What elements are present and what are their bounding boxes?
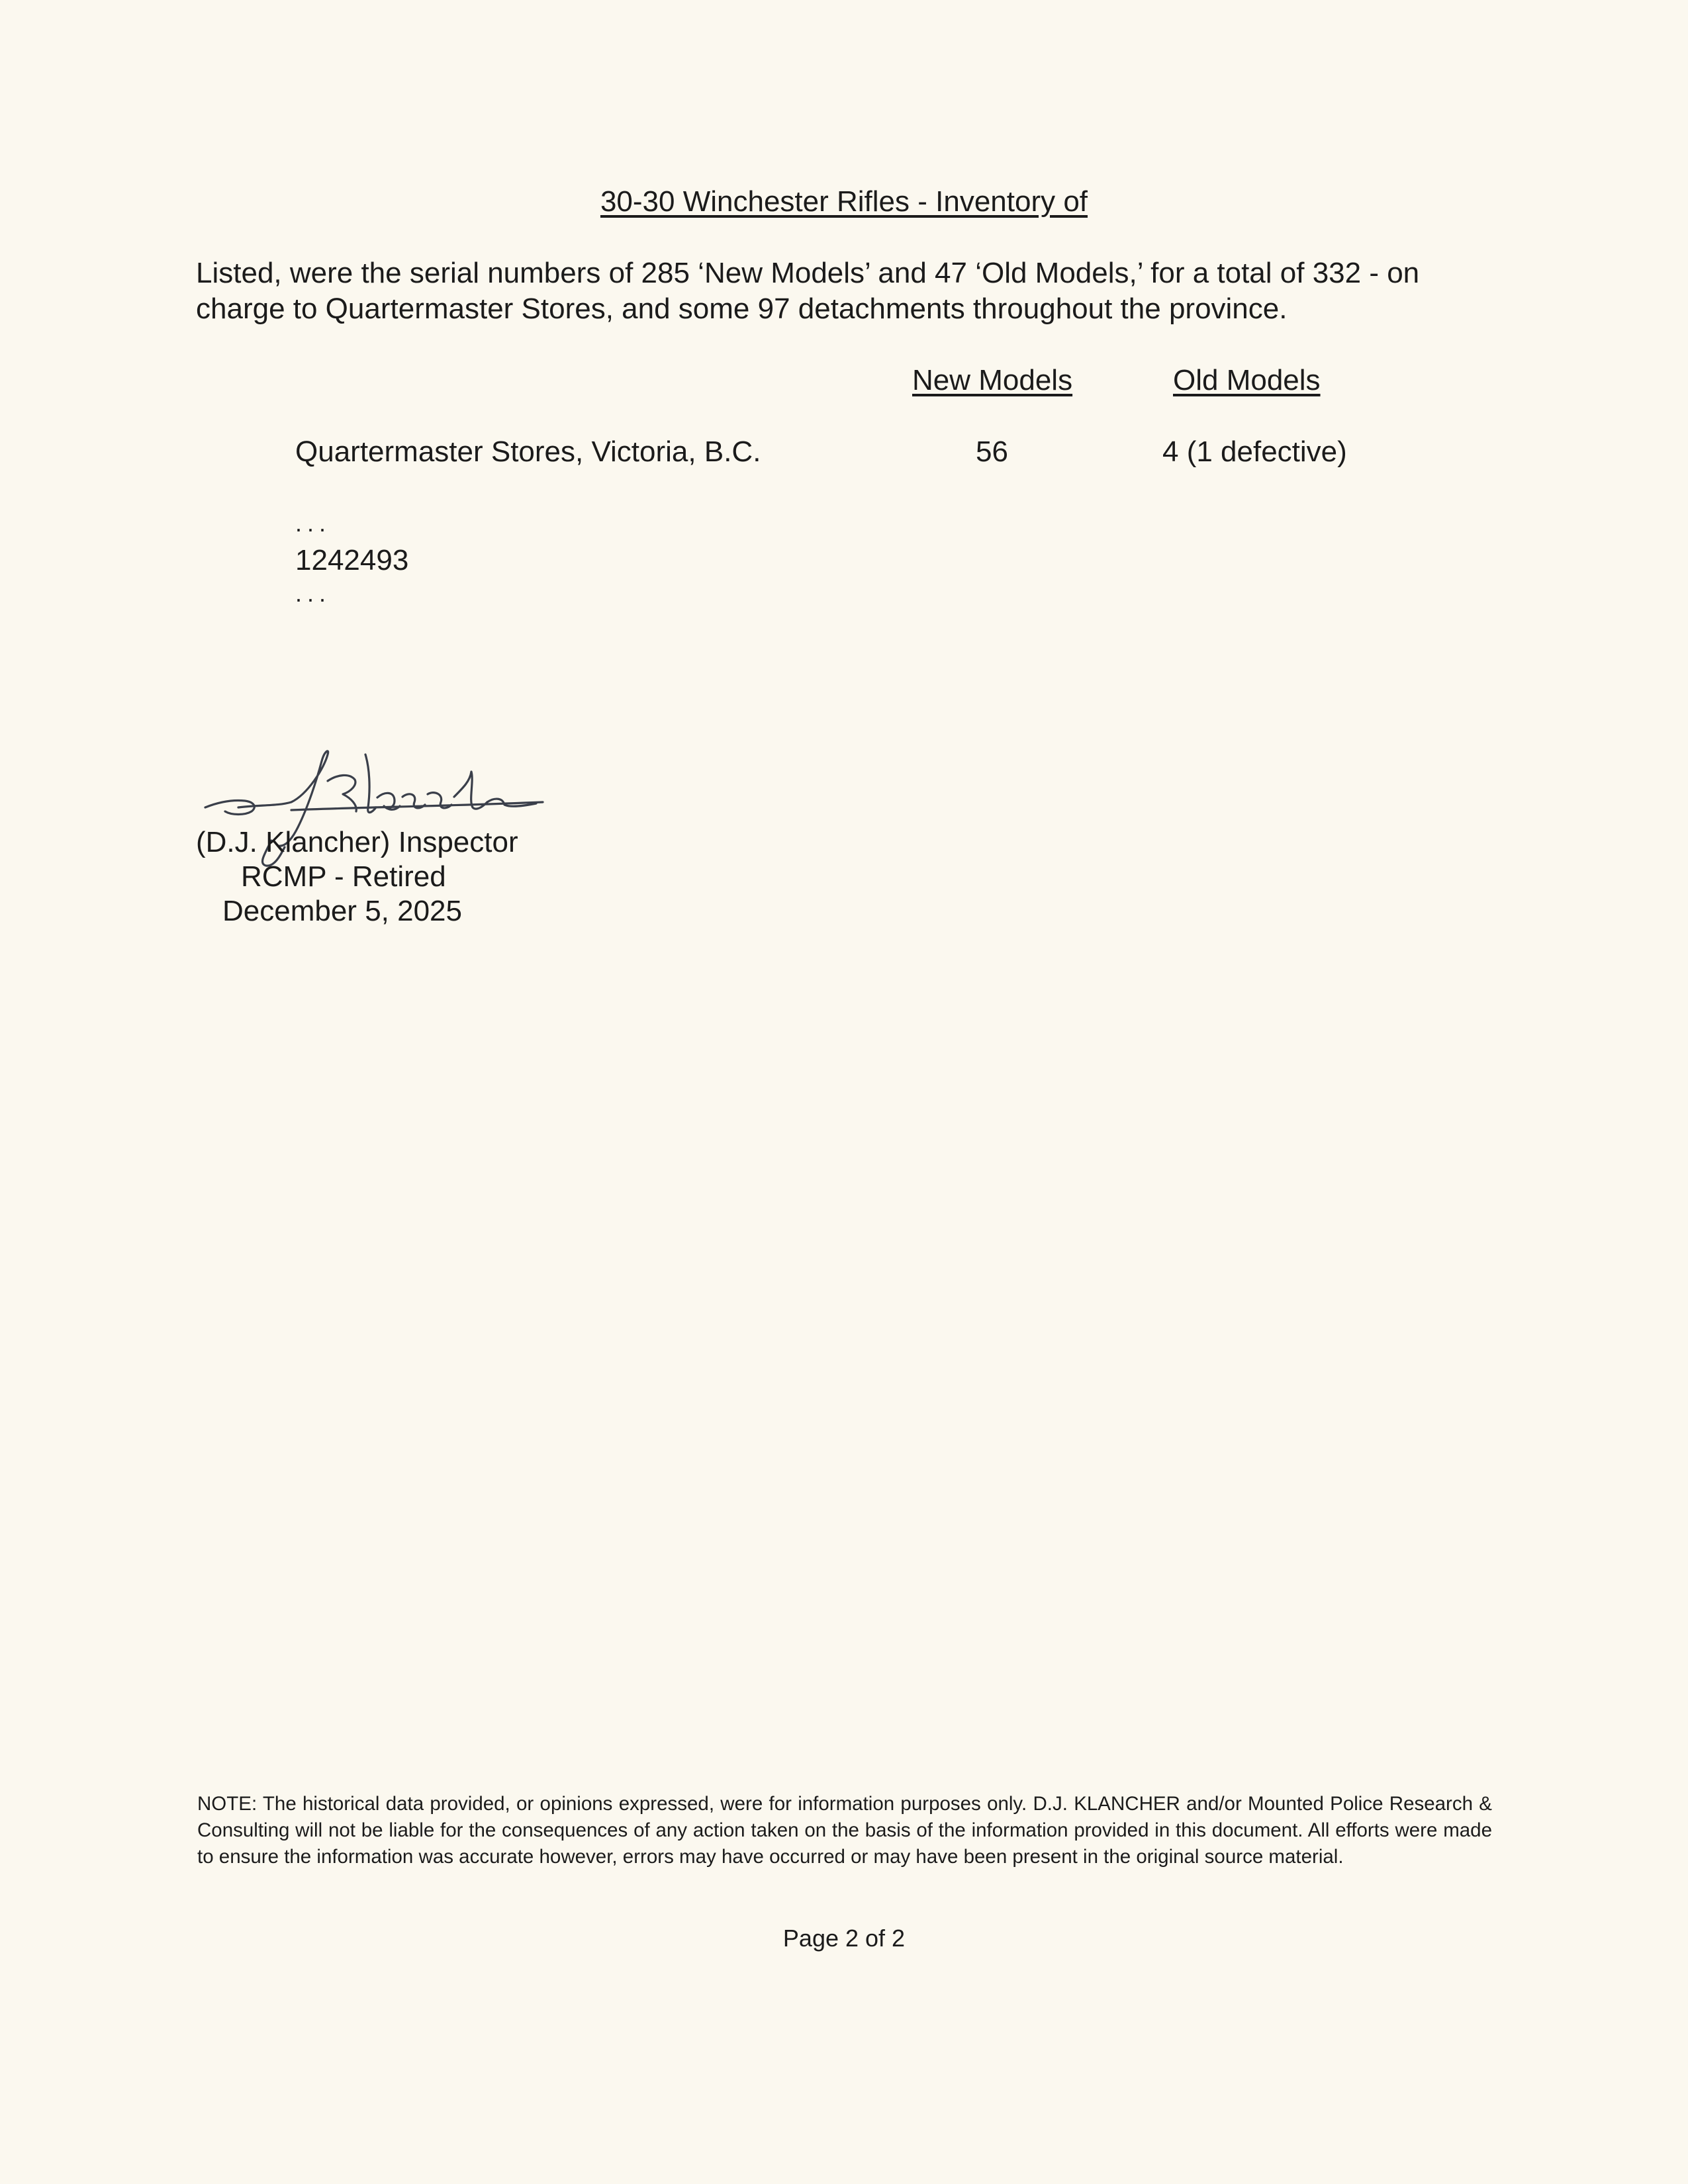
intro-paragraph <box>196 255 1520 327</box>
ellipsis-top: ... <box>295 510 332 537</box>
intro-line-1: Listed, were the serial numbers of 285 ‘New Models’ and 47 ‘Old Models,’ for a total of 332 - on <box>196 257 1420 289</box>
serial-number: 1242493 <box>295 544 409 576</box>
row-new-models-count: 56 <box>976 435 1008 468</box>
page-number: Page 2 of 2 <box>782 1925 906 1952</box>
row-old-models-count: 4 (1 defective) <box>1162 435 1347 468</box>
row-location: Quartermaster Stores, Victoria, B.C. <box>295 435 761 468</box>
document-title: 30-30 Winchester Rifles - Inventory of <box>600 185 1088 218</box>
ellipsis-bottom: ... <box>295 580 332 607</box>
intro-line-2: charge to Quartermaster Stores, and some 97 detachments throughout the province. <box>196 293 1288 325</box>
signature-date: December 5, 2025 <box>222 895 462 927</box>
signatory-name-title: (D.J. Klancher) Inspector <box>196 826 518 858</box>
column-header-old-models: Old Models <box>1173 364 1321 396</box>
disclaimer-note: NOTE: The historical data provided, or opinions expressed, were for information purposes only. D.J. KLANCHER and/or Mounted Police Research & Consulting will not be liable for the consequences of any action taken on the basis of the information provided in this document. All efforts were made to ensure the information was accurate however, errors may have occurred or may have been present in the original source material. <box>197 1793 1492 1868</box>
signatory-organization: RCMP - Retired <box>241 860 446 893</box>
column-header-new-models: New Models <box>912 364 1073 396</box>
